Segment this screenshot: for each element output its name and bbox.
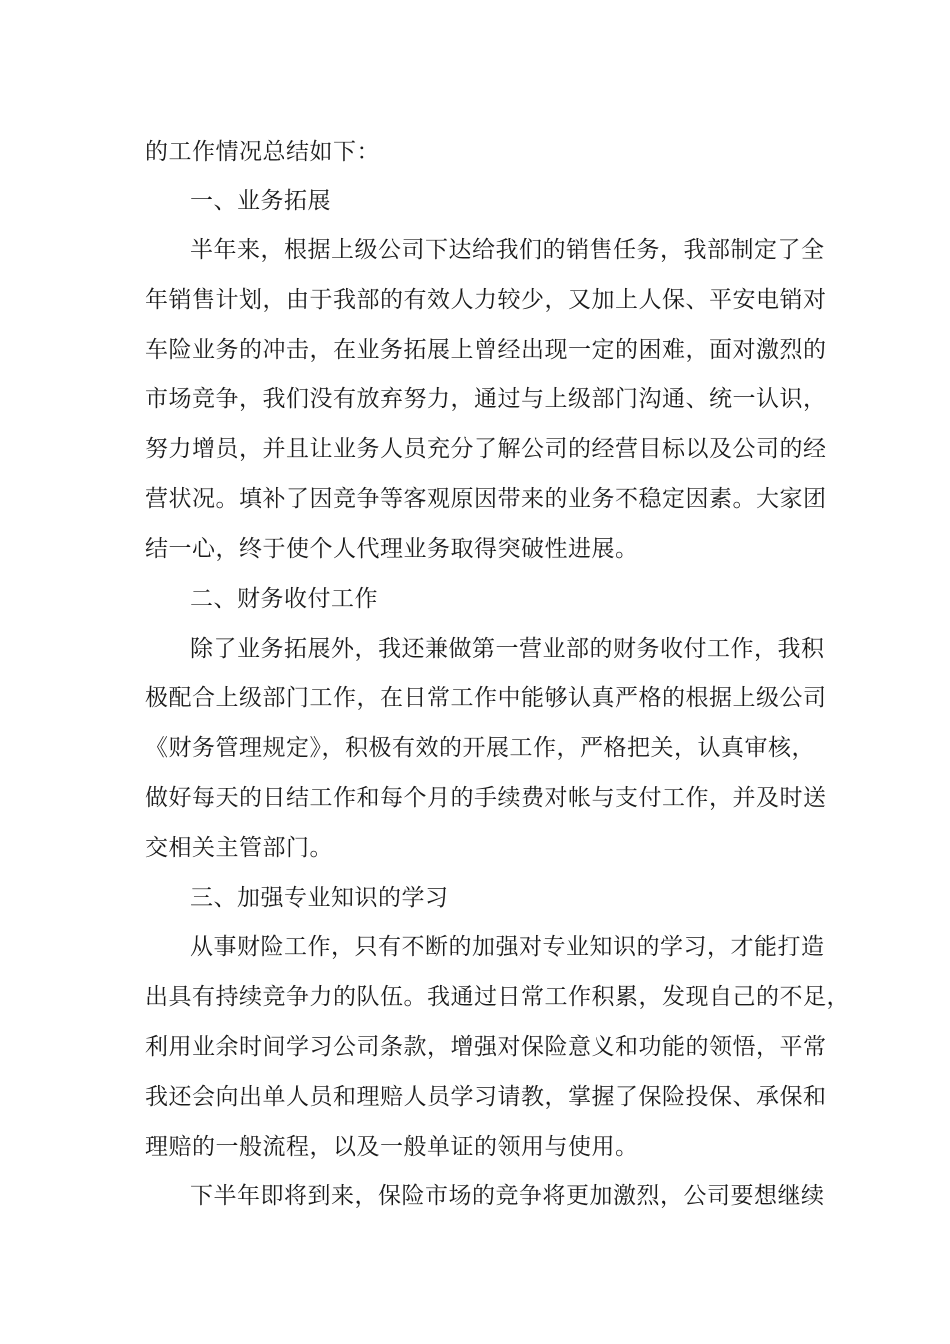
paragraph-line: 交相关主管部门。: [145, 835, 333, 861]
section-heading: 一、业务拓展: [190, 188, 331, 214]
text-line: 的工作情况总结如下：: [145, 139, 380, 165]
paragraph-line: 极配合上级部门工作，在日常工作中能够认真严格的根据上级公司: [145, 685, 827, 711]
paragraph-line: 《财务管理规定》，积极有效的开展工作，严格把关，认真审核，: [145, 735, 815, 761]
section-heading: 三、加强专业知识的学习: [190, 885, 449, 911]
paragraph-line: 车险业务的冲击，在业务拓展上曾经出现一定的困难，面对激烈的: [145, 337, 827, 363]
paragraph-line: 结一心，终于使个人代理业务取得突破性进展。: [145, 536, 639, 562]
paragraph-line: 做好每天的日结工作和每个月的手续费对帐与支付工作，并及时送: [145, 785, 827, 811]
paragraph-line: 市场竞争，我们没有放弃努力，通过与上级部门沟通、统一认识，: [145, 386, 827, 412]
section-heading: 二、财务收付工作: [190, 586, 378, 612]
paragraph-line: 半年来，根据上级公司下达给我们的销售任务，我部制定了全: [190, 237, 825, 263]
paragraph-line: 下半年即将到来，保险市场的竞争将更加激烈，公司要想继续: [190, 1183, 825, 1209]
paragraph-line: 除了业务拓展外，我还兼做第一营业部的财务收付工作，我积: [190, 636, 825, 662]
paragraph-line: 出具有持续竞争力的队伍。我通过日常工作积累，发现自己的不足，: [145, 984, 850, 1010]
paragraph-line: 年销售计划，由于我部的有效人力较少，又加上人保、平安电销对: [145, 287, 827, 313]
paragraph-line: 营状况。填补了因竞争等客观原因带来的业务不稳定因素。大家团: [145, 486, 827, 512]
paragraph-line: 我还会向出单人员和理赔人员学习请教，掌握了保险投保、承保和: [145, 1084, 827, 1110]
paragraph-line: 理赔的一般流程，以及一般单证的领用与使用。: [145, 1134, 639, 1160]
paragraph-line: 努力增员，并且让业务人员充分了解公司的经营目标以及公司的经: [145, 436, 827, 462]
paragraph-line: 利用业余时间学习公司条款，增强对保险意义和功能的领悟，平常: [145, 1034, 827, 1060]
paragraph-line: 从事财险工作，只有不断的加强对专业知识的学习，才能打造: [190, 934, 825, 960]
